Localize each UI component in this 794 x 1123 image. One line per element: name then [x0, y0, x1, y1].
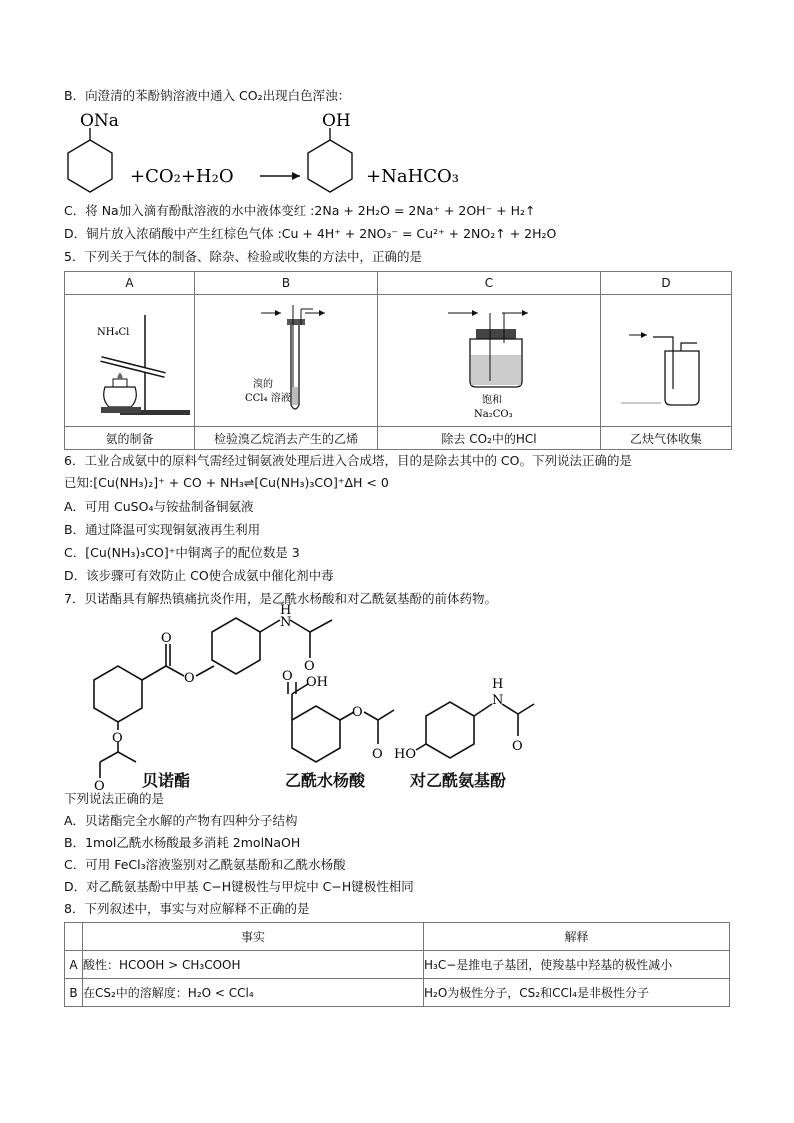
q5-header-a: A — [65, 272, 195, 295]
svg-text:NH₄Cl: NH₄Cl — [97, 327, 130, 338]
structures-figure — [60, 603, 560, 794]
q8-row-label: B — [65, 979, 83, 1007]
apparatus-a-cell — [65, 295, 195, 427]
q5-table — [64, 271, 732, 450]
q7-option-c: C．可用 FeCl₃溶液鉴别对乙酰氨基酚和乙酰水杨酸 — [64, 857, 346, 872]
apparatus-c-cell — [378, 295, 601, 427]
gas-collection-image — [601, 295, 731, 423]
q6-stem: 6．工业合成氨中的原料气需经过铜氨液处理后进入合成塔，目的是除去其中的 CO。下列说法正确的是 — [64, 453, 632, 468]
q6-known: 已知:[Cu(NH₃)₂]⁺ + CO + NH₃⇌[Cu(NH₃)₃CO]⁺ΔH < 0 — [64, 475, 389, 490]
svg-text:O: O — [304, 659, 315, 674]
q7-option-b: B．1mol乙酰水杨酸最多消耗 2molNaOH — [64, 835, 301, 850]
q8-row-fact: 酸性：HCOOH > CH₃COOH — [83, 951, 424, 979]
q5-caption-a: 氨的制备 — [65, 427, 195, 450]
q8-row-explain: H₂O为极性分子，CS₂和CCl₄是非极性分子 — [424, 979, 730, 1007]
benorilate-structure — [94, 618, 332, 778]
svg-text:O: O — [372, 747, 383, 762]
q8-header-explain: 解释 — [424, 923, 730, 951]
q4-option-d: D．铜片放入浓硝酸中产生红棕色气体 :Cu + 4H⁺ + 2NO₃⁻ = Cu²⁺ + 2NO₂↑ + 2H₂O — [64, 226, 557, 241]
q8-row-fact: 在CS₂中的溶解度：H₂O < CCl₄ — [83, 979, 424, 1007]
q6-option-d: D．该步骤可有效防止 CO使合成氨中催化剂中毒 — [64, 568, 334, 583]
svg-text:O: O — [512, 739, 523, 754]
apparatus-d-cell — [601, 295, 732, 427]
svg-text:N: N — [280, 615, 292, 630]
q8-row-a — [65, 951, 730, 979]
oh-label: OH — [322, 111, 351, 131]
q8-stem: 8．下列叙述中，事实与对应解释不正确的是 — [64, 901, 310, 916]
apparatus-b-cell — [195, 295, 378, 427]
q5-header-c: C — [378, 272, 601, 295]
svg-text:Na₂CO₃: Na₂CO₃ — [474, 409, 513, 420]
phenoxide-reaction-equation — [60, 108, 480, 198]
q5-caption-b: 检验溴乙烷消去产生的乙烯 — [195, 427, 378, 450]
svg-text:CCl₄ 溶液: CCl₄ 溶液 — [245, 393, 291, 404]
name-aspirin: 乙酰水杨酸 — [285, 771, 366, 790]
bromine-test-apparatus-image — [195, 295, 377, 423]
name-benorilate: 贝诺酯 — [142, 771, 191, 790]
q5-caption-d: 乙炔气体收集 — [601, 427, 732, 450]
q5-caption-c: 除去 CO₂中的HCl — [378, 427, 601, 450]
benzene-ring-product — [308, 140, 352, 192]
q8-row-b — [65, 979, 730, 1007]
q7-option-d: D．对乙酰氨基酚中甲基 C−H键极性与甲烷中 C−H键极性相同 — [64, 879, 414, 894]
q7-stem: 7．贝诺酯具有解热镇痛抗炎作用，是乙酰水杨酸和对乙酰氨基酚的前体药物。 — [64, 591, 497, 606]
co2-h2o-label: +CO₂+H₂O — [130, 166, 234, 187]
q5-stem: 5．下列关于气体的制备、除杂、检验或收集的方法中，正确的是 — [64, 249, 422, 264]
q7-question: 下列说法正确的是 — [64, 791, 165, 806]
q6-option-a: A．可用 CuSO₄与铵盐制备铜氨液 — [64, 499, 254, 514]
washing-bottle-image — [378, 295, 600, 423]
q8-table — [64, 922, 730, 1007]
q5-header-b: B — [195, 272, 378, 295]
svg-text:O: O — [282, 669, 293, 684]
svg-text:O: O — [352, 705, 363, 720]
svg-text:O: O — [94, 779, 105, 794]
svg-text:H: H — [280, 603, 292, 618]
q4-option-b: B．向澄清的苯酚钠溶液中通入 CO₂出现白色浑浊： — [64, 88, 351, 103]
svg-text:N: N — [492, 693, 504, 708]
q6-option-c: C．[Cu(NH₃)₃CO]⁺中铜离子的配位数是 3 — [64, 545, 300, 560]
q6-option-b: B．通过降温可实现铜氨液再生利用 — [64, 522, 261, 537]
q7-option-a: A．贝诺酯完全水解的产物有四种分子结构 — [64, 813, 298, 828]
q8-row-label: A — [65, 951, 83, 979]
svg-text:H: H — [492, 677, 504, 692]
svg-text:OH: OH — [306, 675, 328, 690]
svg-text:O: O — [184, 671, 195, 686]
svg-text:溴的: 溴的 — [253, 379, 273, 390]
q5-header-d: D — [601, 272, 732, 295]
name-paracetamol: 对乙酰氨基酚 — [410, 771, 507, 790]
svg-text:HO: HO — [394, 747, 416, 762]
q4-option-c: C．将 Na加入滴有酚酞溶液的水中液体变红 :2Na + 2H₂O = 2Na⁺ + 2OH⁻ + H₂↑ — [64, 203, 536, 218]
q8-header-blank — [65, 923, 83, 951]
ona-label: ONa — [80, 111, 119, 131]
svg-text:O: O — [112, 731, 123, 746]
ammonia-apparatus-image — [65, 295, 194, 423]
q8-header-fact: 事实 — [83, 923, 424, 951]
benzene-ring-reactant — [68, 140, 112, 192]
svg-text:O: O — [161, 631, 172, 646]
q8-row-explain: H₃C−是推电子基团，使羧基中羟基的极性减小 — [424, 951, 730, 979]
nahco3-label: +NaHCO₃ — [366, 166, 460, 187]
svg-text:饱和: 饱和 — [482, 395, 502, 406]
